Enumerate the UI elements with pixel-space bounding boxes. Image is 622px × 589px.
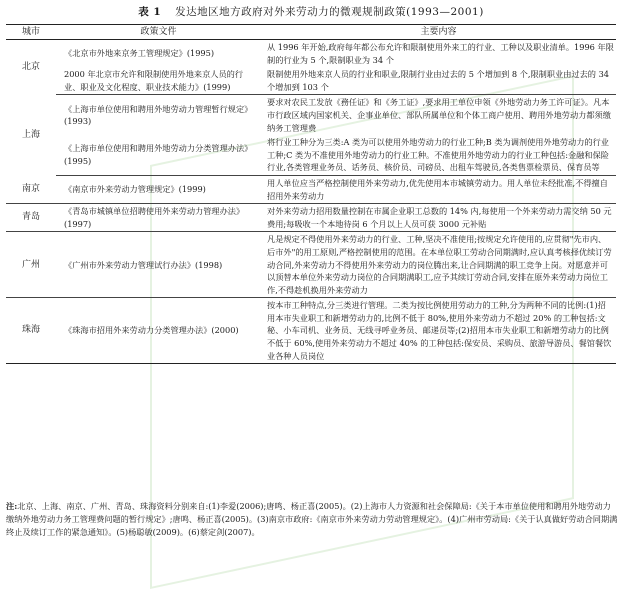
table-note: [6, 500, 618, 539]
table-row: [6, 232, 616, 298]
note-text: 北京、上海、南京、广州、青岛、珠海资料分别来自:(1)李爱(2006);唐鸣、杨正喜(2005)。(2)上海市人力资源和社会保障局:《关于本市单位使用和聘用外地劳动力缴纳外地劳动力务工管理费问题的暂行规定》;唐鸣、杨正喜(2005)。(3)南京市政府:《南京市外来劳动力劳动管理规定》。(4)广州市劳动局:《关于认真做好劳动合同期满终止及续订工作的紧急通知》。(5)杨聪敏(2009)。(6)蔡定剑(2007)。: [6, 501, 618, 537]
policy-cell: 《北京市外地来京务工管理规定》(1995): [64, 48, 215, 59]
content-cell: 限制使用外地来京人员的行业和职业,限制行业由过去的 5 个增加到 8 个,限制职业由过去的 34 个增加到 103 个: [261, 67, 616, 95]
policy-table: [6, 24, 616, 364]
content-cell: 要求对农民工发放《務任证》和《务工证》,要求用工单位申领《外地劳动力务工许可证》。凡本市行政区域内国家机关、企事业单位、部队所属单位和个体工商户使用、聘用外地劳动力都须缴纳务工管理费: [267, 97, 611, 133]
city-cell: 广州: [6, 232, 56, 298]
table-number: 表 1: [138, 6, 162, 18]
table-header-row: [6, 25, 616, 40]
content-cell: 用人单位应当严格控制使用外来劳动力,优先使用本市城镇劳动力。用人单位未经批准,不得擅自招用外来劳动力: [261, 175, 616, 203]
table-title: [0, 4, 622, 19]
content-cell: 对外来劳动力招用数量控制在市属企业职工总数的 14% 内,每使用一个外来劳动力需交纳 50 元费用;每吸收一个本地待岗 6 个月以上人员可获 3000 元补贴: [261, 204, 616, 232]
table-title-text: 发达地区地方政府对外来劳动力的微观规制政策(1993—2001): [175, 6, 484, 18]
header-city: 城市: [6, 25, 56, 40]
policy-cell: 《广州市外来劳动力管理试行办法》(1998): [56, 232, 261, 298]
table-row: [6, 40, 616, 68]
content-cell: 按本市工种特点,分三类进行管理。二类为按比例使用劳动力的工种,分为两种不同的比例:(1)招用本市失业职工和新增劳动力的,比例不低于 80%,使用外来劳动力不超过 20% 的工种包括:文秘、小车司机、业务员、无线寻呼业务员、邮递员等;(2)招用本市失业职工和新增劳动力的比例不低于 60%,使用外来劳动力不超过 40% 的工种包括:保安员、采购员、旅游导游员、餐馆餐饮业各种人员岗位: [261, 298, 616, 364]
table-row: [6, 67, 616, 95]
header-policy: 政策文件: [56, 25, 261, 40]
city-cell: 南京: [6, 175, 56, 203]
header-content: 主要内容: [261, 25, 616, 40]
content-cell: 将行业工种分为三类:A 类为可以使用外地劳动力的行业工种;B 类为调剂使用外地劳动力的行业工种;C 类为不准使用外地劳动力的行业工种。不准使用外地劳动力的行业工种包括:金融和保险行业,各类管理业务员、话务员、核价员、司磅员、出租车驾驶员,各类售票检票员、保育员等: [261, 135, 616, 175]
city-cell: 青岛: [6, 204, 56, 232]
content-cell: 从 1996 年开始,政府每年都公布允许和限制使用外来工的行业、工种以及职业清单。1996 年限制的行业为 5 个,限制职业为 34 个: [267, 42, 614, 65]
table-row: [6, 298, 616, 364]
policy-cell: 2000 年北京市允许和限制使用外地来京人员的行业、职业及文化程度、职业技术能力》(1999): [56, 67, 261, 95]
policy-cell: 《南京市外来劳动力管理规定》(1999): [56, 175, 261, 203]
policy-cell: 《上海市单位使用和聘用外地劳动力分类管理办法》(1995): [56, 135, 261, 175]
content-cell: 凡是规定不得使用外来劳动力的行业、工种,坚决不准使用;按规定允许使用的,应贯彻"先市内、后市外"的用工原则,严格控制使用的范围。在本单位职工劳动合同期满时,应认真考核择优续订劳动合同,外来劳动力不得使用外来劳动力的岗位腾出来,让合同期满的职工竞争上岗。对愿意并可以顶替本单位外来劳动力岗位的合同期满职工,应予其续订劳动合同,安排在原外来劳动力岗位工作,不得趁机换用外来劳动力: [261, 232, 616, 298]
city-cell: 珠海: [6, 298, 56, 364]
table-row: [6, 175, 616, 203]
policy-cell: 《上海市单位使用和聘用外地劳动力管理暂行规定》(1993): [64, 103, 253, 127]
city-cell: 上海: [21, 129, 40, 140]
city-cell: 北京: [21, 62, 40, 73]
table-row: [6, 95, 616, 135]
policy-cell: 《珠海市招用外来劳动力分类管理办法》(2000): [56, 298, 261, 364]
note-label: 注:: [6, 501, 18, 511]
policy-cell: 《青岛市城镇单位招聘使用外来劳动力管理办法》(1997): [56, 204, 261, 232]
table-row: [6, 204, 616, 232]
table-row: [6, 135, 616, 175]
